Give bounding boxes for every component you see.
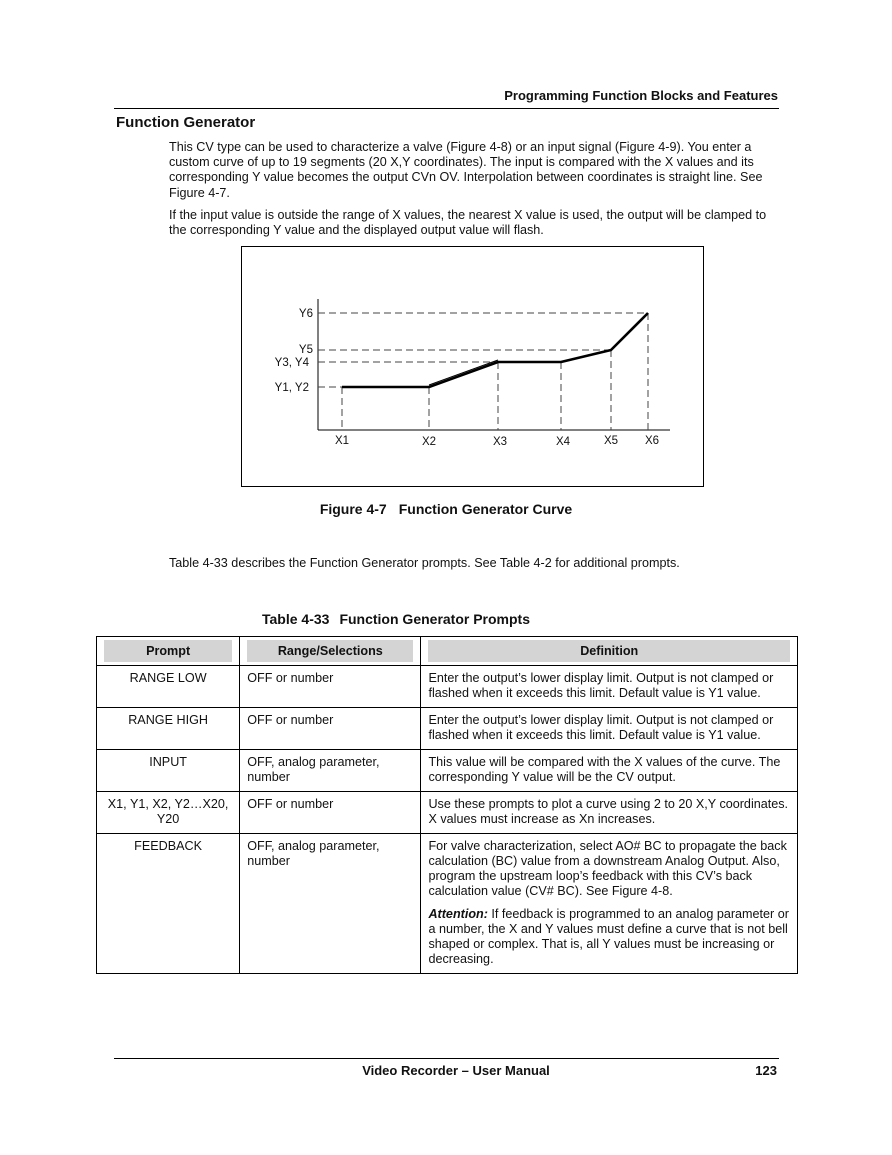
x-label-x1: X1 <box>334 435 350 447</box>
figure-caption <box>0 501 892 517</box>
table-row <box>97 792 798 834</box>
table-intro: Table 4-33 describes the Function Generator prompts. See Table 4-2 for additional prompts. <box>169 556 680 570</box>
table-caption <box>262 611 530 627</box>
prompt-cell: X1, Y1, X2, Y2…X20, Y20 <box>107 797 229 826</box>
header-cell-definition: Definition <box>421 637 798 666</box>
paragraph-intro: This CV type can be used to characterize a valve (Figure 4-8) or an input signal (Figure 4-9). You enter a custom curve of up to 19 segments (20 X,Y coordinates). The input is compared with the X values and its corresponding Y value becomes the output CVn OV. Interpolation between coordinates is straight line. See Figure 4-7. <box>169 140 763 200</box>
footer-title: Video Recorder – User Manual <box>362 1063 550 1078</box>
table-row <box>97 834 798 974</box>
footer-rule <box>114 1058 779 1059</box>
section-title: Function Generator <box>116 114 256 131</box>
figure-box <box>241 246 704 487</box>
range-cell: OFF or number <box>247 797 334 811</box>
paragraph-range: If the input value is outside the range of X values, the nearest X value is used, the output will be clamped to the corresponding Y value and the displayed output value will flash. <box>169 208 767 238</box>
attention-label: Attention: <box>428 907 488 921</box>
prompt-cell: RANGE HIGH <box>128 713 208 727</box>
function-generator-curve <box>242 247 705 488</box>
feedback-definition: For valve characterization, select AO# BC to propagate the back calculation (BC) value from a downstream Analog Output. Also, program the upstream loop’s feedback with this CV’s back calculation value (CV# BC). See Figure 4-8. <box>428 839 787 898</box>
prompt-cell: FEEDBACK <box>134 839 203 853</box>
attention-text: If feedback is programmed to an analog parameter or a number, the X and Y values must define a curve that is not bell shaped or complex. That is, all Y values must be increasing or decreasing. <box>428 907 789 966</box>
table-row <box>97 750 798 792</box>
table-title: Function Generator Prompts <box>339 611 531 627</box>
prompt-cell: RANGE LOW <box>129 671 207 685</box>
range-cell: OFF or number <box>247 671 334 685</box>
table-number: Table 4-33 <box>262 611 330 627</box>
running-header: Programming Function Blocks and Features <box>504 88 778 103</box>
table-row <box>97 666 798 708</box>
definition-cell: Use these prompts to plot a curve using 2 to 20 X,Y coordinates. X values must increase as Xn increases. <box>428 797 789 826</box>
definition-cell: Enter the output’s lower display limit. Output is not clamped or flashed when it exceeds this limit. Default value is Y1 value. <box>428 713 774 742</box>
page-number: 123 <box>755 1063 777 1078</box>
definition-cell: Enter the output’s lower display limit. Output is not clamped or flashed when it exceeds this limit. Default value is Y1 value. <box>428 671 774 700</box>
prompts-table <box>96 636 798 974</box>
x-label-x3: X3 <box>492 436 508 448</box>
y-label-y3y4: Y3, Y4 <box>274 357 309 369</box>
attention-note <box>428 907 790 967</box>
figure-number: Figure 4-7 <box>319 501 387 517</box>
x-label-x6: X6 <box>644 435 660 447</box>
header-cell-prompt: Prompt <box>97 637 240 666</box>
table-row <box>97 708 798 750</box>
curve-segment-shadow <box>429 360 498 385</box>
definition-cell <box>421 834 797 973</box>
range-cell: OFF, analog parameter, number <box>247 755 380 784</box>
range-cell: OFF or number <box>247 713 334 727</box>
x-label-x4: X4 <box>555 436 571 448</box>
table-header-row <box>97 637 798 666</box>
prompt-cell: INPUT <box>149 755 187 769</box>
y-label-y6: Y6 <box>298 308 313 320</box>
definition-cell: This value will be compared with the X values of the curve. The corresponding Y value will be the CV output. <box>428 755 781 784</box>
x-label-x5: X5 <box>603 435 619 447</box>
header-cell-range: Range/Selections <box>240 637 421 666</box>
y-label-y1y2: Y1, Y2 <box>274 382 309 394</box>
header-rule <box>114 108 779 109</box>
y-label-y5: Y5 <box>298 344 313 356</box>
range-cell: OFF, analog parameter, number <box>247 839 380 868</box>
x-label-x2: X2 <box>421 436 437 448</box>
figure-title: Function Generator Curve <box>398 501 573 517</box>
